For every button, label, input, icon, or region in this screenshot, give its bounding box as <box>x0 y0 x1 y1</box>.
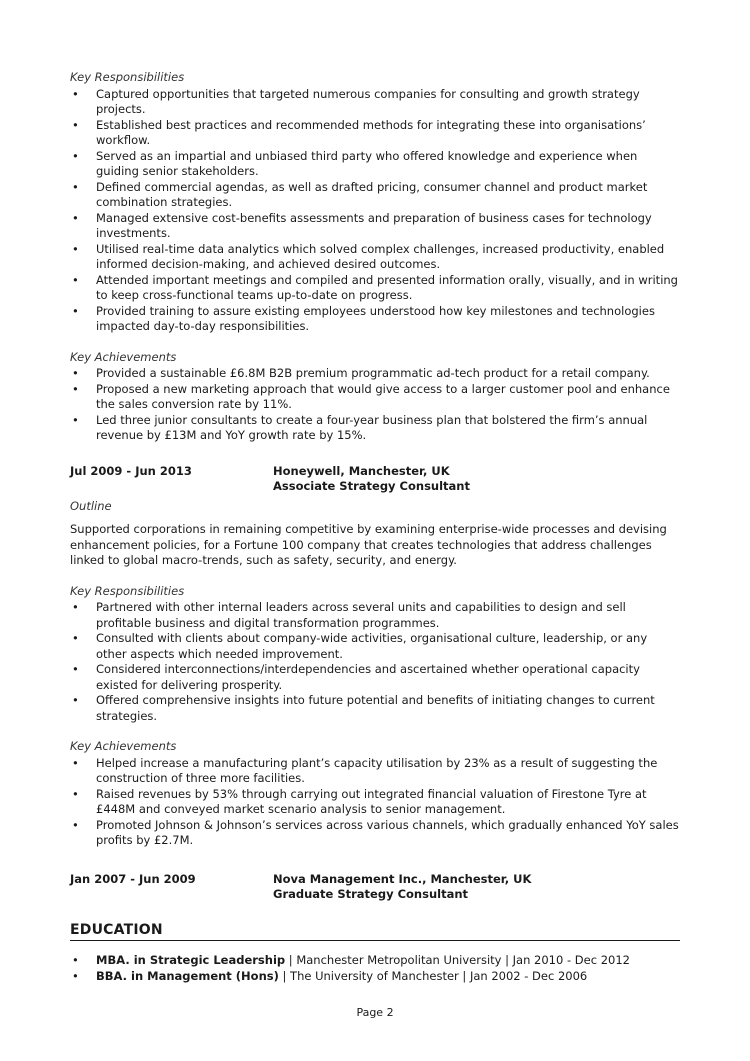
job-title: Graduate Strategy Consultant <box>273 887 469 901</box>
resume-page-content <box>70 70 680 984</box>
list-item: • Established best practices and recommended methods for integrating these into organisations’ workflow. <box>70 118 680 149</box>
education-heading: EDUCATION <box>70 923 680 942</box>
list-item: • Promoted Johnson & Johnson’s services across various channels, which gradually enhanced YoY sales profits by £2.7M. <box>70 818 680 849</box>
degree-name: MBA. in Strategic Leadership <box>96 953 286 967</box>
achievements-label: Key Achievements <box>70 739 177 753</box>
list-item <box>70 953 680 969</box>
achievements-list <box>70 756 680 849</box>
degree-details: | The University of Manchester | Jan 2002 - Dec 2006 <box>278 968 588 983</box>
job-employer: Honeywell, Manchester, UK <box>273 463 450 478</box>
list-item: • Provided training to assure existing employees understood how key milestones and technologies impacted day-to-day responsibilities. <box>70 304 680 335</box>
list-item: • Managed extensive cost-benefits assessments and preparation of business cases for technology investments. <box>70 211 680 242</box>
list-item: • Helped increase a manufacturing plant’s capacity utilisation by 23% as a result of suggesting the construction of three more facilities. <box>70 756 680 787</box>
list-item <box>70 969 680 985</box>
list-item: • Defined commercial agendas, as well as drafted pricing, consumer channel and product market combination strategies. <box>70 180 680 211</box>
list-item: • Attended important meetings and compiled and presented information orally, visually, and in writing to keep cross-functional teams up-to-date on progress. <box>70 273 680 304</box>
outline-text: Supported corporations in remaining competitive by examining enterprise-wide processes and devising enhancement policies, for a Fortune 100 company that creates technologies that address challenges linked to global macro-trends, such as safety, security, and energy. <box>70 522 667 567</box>
list-item: • Offered comprehensive insights into future potential and benefits of initiating changes to current strategies. <box>70 693 680 724</box>
outline-label: Outline <box>70 498 112 513</box>
job-employer: Nova Management Inc., Manchester, UK <box>273 871 532 886</box>
achievements-list <box>70 366 680 444</box>
job-employer-block <box>273 872 680 903</box>
list-item: • Provided a sustainable £6.8M B2B premium programmatic ad-tech product for a retail company. <box>70 366 680 382</box>
job-header <box>70 464 680 495</box>
list-item: • Considered interconnections/interdependencies and ascertained whether operational capacity existed for delivering prosperity. <box>70 662 680 693</box>
list-item: • Consulted with clients about company-wide activities, organisational culture, leadership, or any other aspects which needed improvement. <box>70 631 680 662</box>
degree-details: | Manchester Metropolitan University | Jan 2010 - Dec 2012 <box>285 953 630 967</box>
job-header <box>70 872 680 903</box>
achievements-label: Key Achievements <box>70 349 177 364</box>
job-dates: Jul 2009 - Jun 2013 <box>70 463 192 478</box>
list-item: • Utilised real-time data analytics which solved complex challenges, increased productivity, enabled informed decision-making, and achieved desired outcomes. <box>70 242 680 273</box>
job-employer-block <box>273 464 680 495</box>
responsibilities-label: Key Responsibilities <box>70 583 185 598</box>
list-item: • Raised revenues by 53% through carrying out integrated financial valuation of Firestone Tyre at £448M and conveyed market scenario analysis to senior management. <box>70 787 680 818</box>
responsibilities-list <box>70 600 680 724</box>
job-dates: Jan 2007 - Jun 2009 <box>70 871 196 886</box>
list-item: • Led three junior consultants to create a four-year business plan that bolstered the firm’s annual revenue by £13M and YoY growth rate by 15%. <box>70 413 680 444</box>
list-item: • Proposed a new marketing approach that would give access to a larger customer pool and enhance the sales conversion rate by 11%. <box>70 382 680 413</box>
list-item: • Captured opportunities that targeted numerous companies for consulting and growth strategy projects. <box>70 87 680 118</box>
responsibilities-label: Key Responsibilities <box>70 70 185 84</box>
list-item: • Partnered with other internal leaders across several units and capabilities to design and sell profitable business and digital transformation programmes. <box>70 600 680 631</box>
degree-name: BBA. in Management (Hons) <box>96 968 279 983</box>
education-list <box>70 953 680 984</box>
page-number: Page 2 <box>356 1006 394 1019</box>
job-title: Associate Strategy Consultant <box>273 479 470 493</box>
responsibilities-list <box>70 87 680 335</box>
list-item: • Served as an impartial and unbiased third party who offered knowledge and experience when guiding senior stakeholders. <box>70 149 680 180</box>
